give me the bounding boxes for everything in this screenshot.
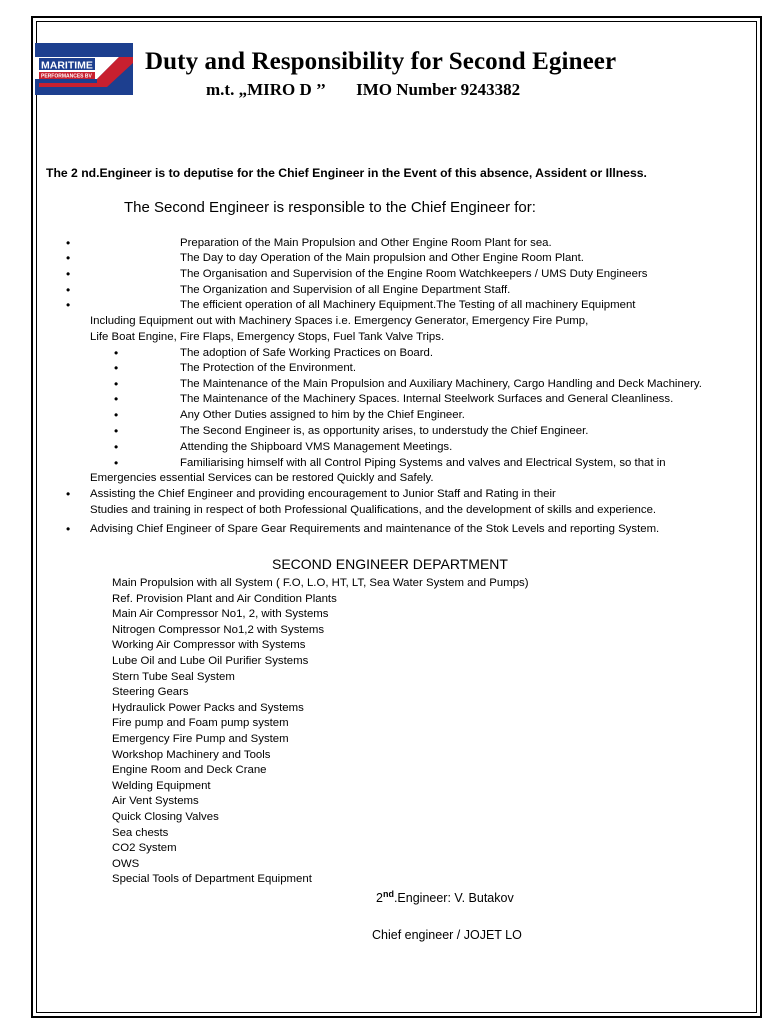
bullet-icon: • bbox=[114, 456, 119, 470]
duty-item: Preparation of the Main Propulsion and Other Engine Room Plant for sea. bbox=[180, 237, 552, 249]
duty-item-continuation: Life Boat Engine, Fire Flaps, Emergency Stops, Fuel Tank Valve Trips. bbox=[90, 331, 445, 343]
responsible-heading: The Second Engineer is responsible to the Chief Engineer for: bbox=[124, 199, 536, 216]
vessel-name: m.t. „MIRO D ’’ bbox=[206, 80, 327, 99]
bullet-icon: • bbox=[114, 408, 119, 422]
department-item: Lube Oil and Lube Oil Purifier Systems bbox=[112, 654, 309, 667]
department-item: Ref. Provision Plant and Air Condition Plants bbox=[112, 592, 337, 605]
department-equipment-list bbox=[112, 576, 529, 888]
bullet-icon: • bbox=[114, 346, 119, 360]
bullet-icon: • bbox=[66, 236, 71, 250]
duty-item: The Organization and Supervision of all Engine Department Staff. bbox=[180, 284, 511, 296]
department-heading: SECOND ENGINEER DEPARTMENT bbox=[272, 556, 508, 572]
department-item: CO2 System bbox=[112, 842, 177, 855]
duty-subitem-continuation: Emergencies essential Services can be restored Quickly and Safely. bbox=[90, 472, 434, 484]
department-item: Fire pump and Foam pump system bbox=[112, 717, 289, 730]
logo-text-maritime: MARITIME bbox=[41, 59, 93, 72]
duty-item: The Day to day Operation of the Main propulsion and Other Engine Room Plant. bbox=[180, 252, 584, 264]
department-item: Special Tools of Department Equipment bbox=[112, 873, 312, 886]
duty-item: Advising Chief Engineer of Spare Gear Requirements and maintenance of the Stok Levels and reporting System. bbox=[90, 523, 660, 535]
duty-item-continuation: Including Equipment out with Machinery Spaces i.e. Emergency Generator, Emergency Fire Pump, bbox=[90, 315, 589, 327]
bullet-icon: • bbox=[114, 392, 119, 406]
department-item: Welding Equipment bbox=[112, 779, 211, 792]
department-item: Stern Tube Seal System bbox=[112, 670, 235, 683]
department-item: Engine Room and Deck Crane bbox=[112, 764, 267, 777]
department-item: Emergency Fire Pump and System bbox=[112, 732, 289, 745]
bullet-icon: • bbox=[66, 522, 71, 536]
department-item: Sea chests bbox=[112, 826, 169, 839]
duty-item: Assisting the Chief Engineer and providing encouragement to Junior Staff and Rating in their bbox=[90, 488, 556, 500]
maritime-performances-logo bbox=[35, 43, 133, 95]
signature-ordinal: 2 bbox=[376, 891, 383, 906]
duty-subitem: The Protection of the Environment. bbox=[180, 362, 357, 374]
vessel-subtitle bbox=[206, 80, 520, 100]
duty-item: The efficient operation of all Machinery Equipment.The Testing of all machinery Equipment bbox=[180, 299, 636, 311]
department-item: Air Vent Systems bbox=[112, 795, 199, 808]
imo-number: IMO Number 9243382 bbox=[356, 80, 521, 99]
intro-statement: The 2 nd.Engineer is to deputise for the Chief Engineer in the Event of this absence, Assident or Illness. bbox=[46, 166, 647, 180]
department-item: Nitrogen Compressor No1,2 with Systems bbox=[112, 623, 325, 636]
second-engineer-signature bbox=[376, 889, 514, 905]
department-item: Quick Closing Valves bbox=[112, 810, 219, 823]
bullet-icon: • bbox=[66, 487, 71, 501]
bullet-icon: • bbox=[114, 424, 119, 438]
duty-item-continuation: Studies and training in respect of both Professional Qualifications, and the development of skills and experience. bbox=[90, 504, 657, 516]
duty-subitem: The adoption of Safe Working Practices on Board. bbox=[180, 347, 434, 359]
chief-engineer-signature: Chief engineer / JOJET LO bbox=[372, 928, 522, 942]
department-item: Steering Gears bbox=[112, 686, 189, 699]
bullet-icon: • bbox=[114, 440, 119, 454]
bullet-icon: • bbox=[66, 251, 71, 265]
department-item: Working Air Compressor with Systems bbox=[112, 639, 306, 652]
logo-text-performances: PERFORMANCES BV bbox=[41, 73, 92, 80]
department-item: Main Air Compressor No1, 2, with Systems bbox=[112, 608, 329, 621]
document-title: Duty and Responsibility for Second Egineer bbox=[145, 48, 617, 75]
department-item: Main Propulsion with all System ( F.O, L.O, HT, LT, Sea Water System and Pumps) bbox=[112, 577, 529, 589]
signature-ordinal-suffix: nd bbox=[382, 889, 394, 899]
duty-subitem: Familiarising himself with all Control Piping Systems and valves and Electrical System, so that in bbox=[180, 457, 666, 469]
duty-subitem: The Second Engineer is, as opportunity arises, to understudy the Chief Engineer. bbox=[180, 425, 589, 437]
bullet-icon: • bbox=[66, 283, 71, 297]
bullet-icon: • bbox=[114, 377, 119, 391]
duty-subitem: The Maintenance of the Main Propulsion and Auxiliary Machinery, Cargo Handling and Deck Machinery. bbox=[180, 378, 702, 390]
department-item: Workshop Machinery and Tools bbox=[112, 748, 271, 761]
bullet-icon: • bbox=[66, 267, 71, 281]
duty-subitem: Attending the Shipboard VMS Management Meetings. bbox=[180, 441, 453, 453]
duty-subitem: Any Other Duties assigned to him by the Chief Engineer. bbox=[180, 409, 465, 421]
duty-subitem: The Maintenance of the Machinery Spaces. Internal Steelwork Surfaces and General Cleanliness. bbox=[180, 393, 674, 405]
duty-item: The Organisation and Supervision of the Engine Room Watchkeepers / UMS Duty Engineers bbox=[180, 268, 648, 280]
department-item: OWS bbox=[112, 857, 140, 870]
signature-name: .Engineer: V. Butakov bbox=[393, 891, 514, 906]
bullet-icon: • bbox=[66, 298, 71, 312]
department-item: Hydraulick Power Packs and Systems bbox=[112, 701, 304, 714]
bullet-icon: • bbox=[114, 361, 119, 375]
